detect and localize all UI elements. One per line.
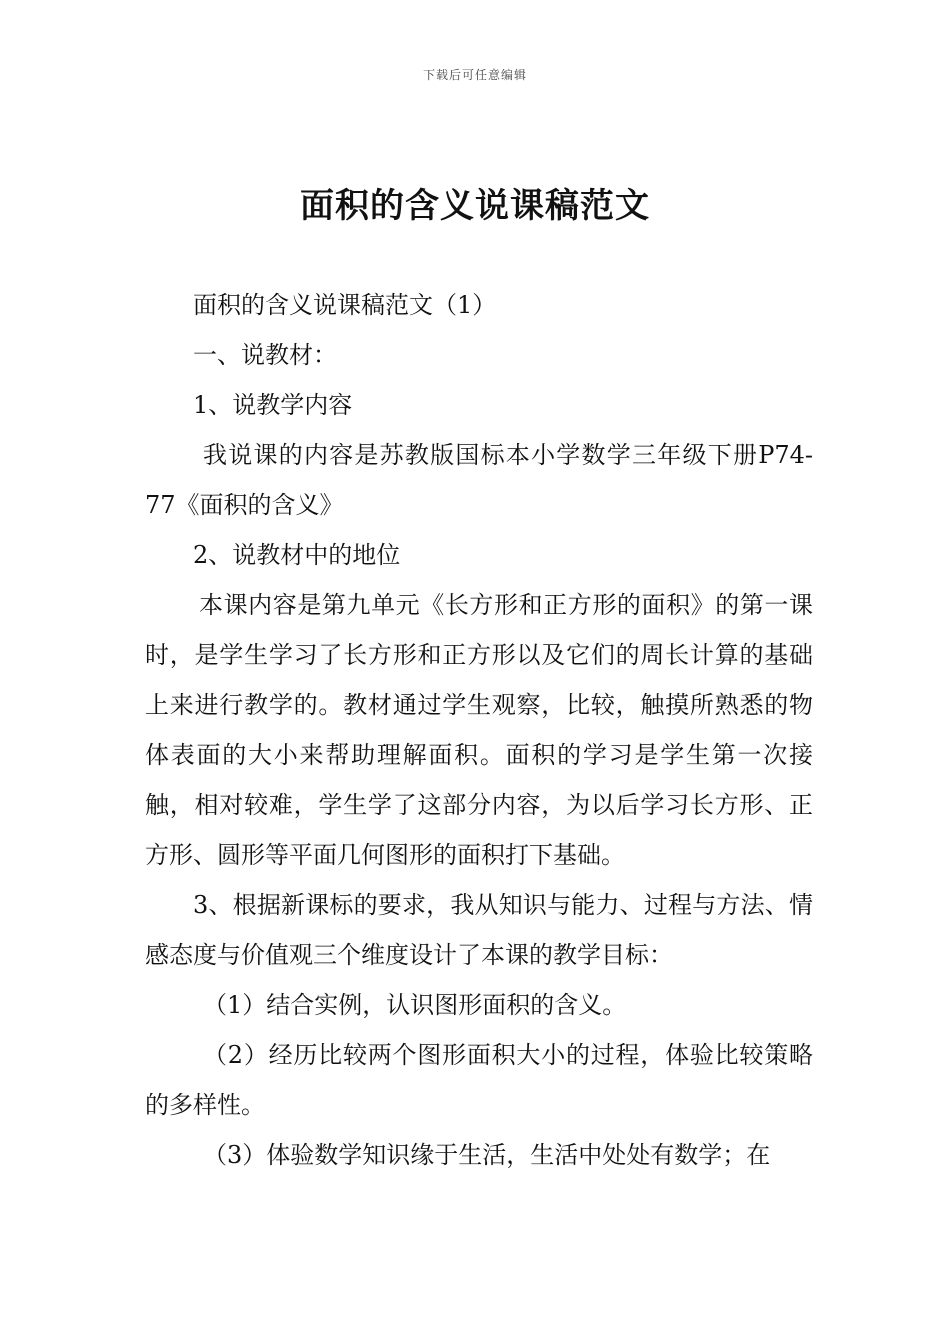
goal-item-2: （2）经历比较两个图形面积大小的过程，体验比较策略的多样性。 (145, 1041, 813, 1119)
paragraph-textbook-position: 本课内容是第九单元《长方形和正方形的面积》的第一课时，是学生学习了长方形和正方形以及它们的周长计算的基础上来进行教学的。教材通过学生观察，比较，触摸所熟悉的物体表面的大小来帮助理解面积。面积的学习是学生第一次接触，相对较难，学生学了这部分内容，为以后学习长方形、正方形、圆形等平面几何图形的面积打下基础。 (145, 591, 813, 869)
section-heading: 面积的含义说课稿范文（1） (193, 291, 497, 319)
subheading-textbook-position: 2、说教材中的地位 (193, 541, 401, 569)
document-title: 面积的含义说课稿范文 (300, 186, 650, 226)
chapter-heading: 一、说教材： (193, 341, 337, 369)
header-note: 下载后可任意编辑 (422, 68, 527, 82)
goal-item-3: （3）体验数学知识缘于生活，生活中处处有数学；在 (203, 1141, 771, 1169)
paragraph-teaching-goals: 3、根据新课标的要求，我从知识与能力、过程与方法、情感态度与价值观三个维度设计了本课的教学目标： (145, 891, 813, 969)
subheading-teaching-content: 1、说教学内容 (193, 391, 353, 419)
goal-item-1: （1）结合实例，认识图形面积的含义。 (203, 991, 627, 1019)
document-body (145, 280, 813, 1180)
paragraph-teaching-content: 我说课的内容是苏教版国标本小学数学三年级下册P74-77《面积的含义》 (145, 441, 813, 519)
